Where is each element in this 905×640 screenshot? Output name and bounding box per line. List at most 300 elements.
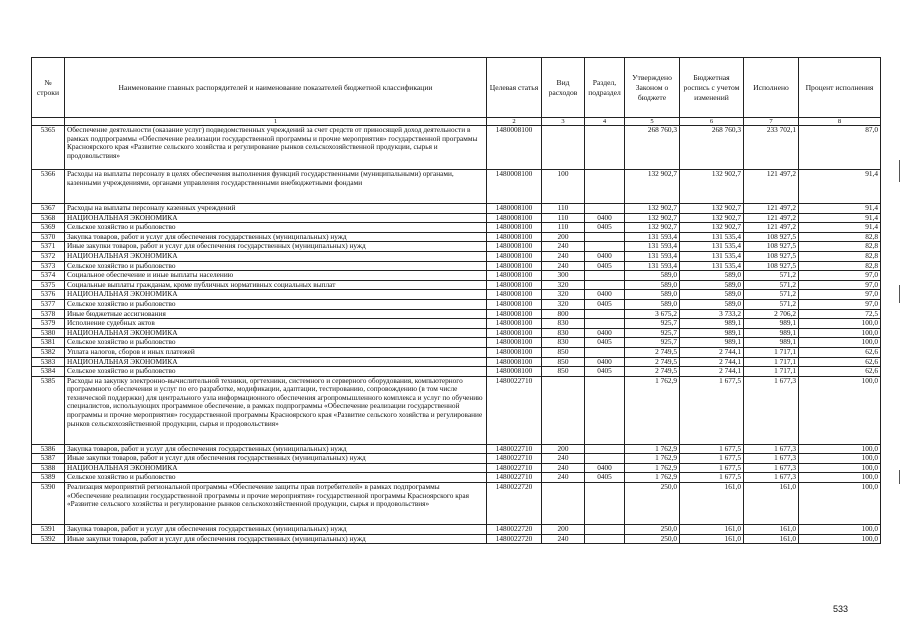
row-execution-percent: 87,0 [799, 126, 881, 170]
row-name: Расходы на выплаты персоналу в целях обеспечения выполнения функций государственными (муниципальными) органами, казенными учреждениями, органами управления государственными внебюджетными фондами [65, 170, 487, 204]
row-budget-schedule: 161,0 [680, 534, 744, 544]
column-number: 3 [542, 118, 585, 126]
row-number: 5384 [32, 367, 65, 377]
row-budget-schedule: 161,0 [680, 525, 744, 535]
row-execution-percent: 62,6 [799, 357, 881, 367]
row-section [585, 347, 625, 357]
row-approved: 1 762,9 [625, 473, 680, 483]
row-budget-schedule: 2 744,1 [680, 367, 744, 377]
row-executed: 161,0 [744, 525, 799, 535]
row-number: 5387 [32, 454, 65, 464]
row-budget-schedule: 1 677,5 [680, 376, 744, 444]
row-budget-schedule: 589,0 [680, 299, 744, 309]
row-budget-schedule: 589,0 [680, 271, 744, 281]
row-budget-schedule: 589,0 [680, 280, 744, 290]
column-number: 4 [585, 118, 625, 126]
row-budget-schedule: 1 677,5 [680, 454, 744, 464]
row-executed: 989,1 [744, 338, 799, 348]
row-expense-type: 200 [542, 444, 585, 454]
row-section [585, 170, 625, 204]
row-name: Иные закупки товаров, работ и услуг для обеспечения государственных (муниципальных) нужд [65, 534, 487, 544]
table-row [32, 309, 881, 319]
row-budget-schedule: 132 902,7 [680, 213, 744, 223]
row-expense-type: 240 [542, 454, 585, 464]
row-execution-percent: 62,6 [799, 347, 881, 357]
row-approved: 589,0 [625, 280, 680, 290]
scan-edge-mark [899, 160, 900, 182]
row-target-article: 1480022710 [487, 463, 542, 473]
table-row [32, 299, 881, 309]
row-target-article: 1480022710 [487, 473, 542, 483]
row-approved: 1 762,9 [625, 463, 680, 473]
row-section [585, 204, 625, 214]
table-row [32, 242, 881, 252]
row-execution-percent: 100,0 [799, 376, 881, 444]
row-executed: 2 706,2 [744, 309, 799, 319]
row-expense-type: 100 [542, 170, 585, 204]
row-section [585, 232, 625, 242]
row-name: Закупка товаров, работ и услуг для обеспечения государственных (муниципальных) нужд [65, 232, 487, 242]
row-expense-type: 200 [542, 525, 585, 535]
row-expense-type: 240 [542, 473, 585, 483]
row-execution-percent: 100,0 [799, 328, 881, 338]
row-number: 5385 [32, 376, 65, 444]
row-executed: 571,2 [744, 280, 799, 290]
row-approved: 589,0 [625, 290, 680, 300]
row-number: 5378 [32, 309, 65, 319]
row-approved: 589,0 [625, 299, 680, 309]
row-executed: 121 497,2 [744, 223, 799, 233]
row-approved: 250,0 [625, 534, 680, 544]
row-target-article: 1480022710 [487, 376, 542, 444]
row-section [585, 525, 625, 535]
row-execution-percent: 91,4 [799, 223, 881, 233]
row-execution-percent: 62,6 [799, 367, 881, 377]
row-section: 0400 [585, 463, 625, 473]
row-number: 5369 [32, 223, 65, 233]
row-execution-percent: 100,0 [799, 319, 881, 329]
row-number: 5383 [32, 357, 65, 367]
table-row [32, 376, 881, 444]
row-executed: 161,0 [744, 534, 799, 544]
column-number [32, 118, 65, 126]
row-execution-percent: 97,0 [799, 290, 881, 300]
row-executed: 108 927,5 [744, 232, 799, 242]
row-expense-type: 320 [542, 280, 585, 290]
row-name: Иные бюджетные ассигнования [65, 309, 487, 319]
row-executed: 571,2 [744, 299, 799, 309]
row-executed: 1 717,1 [744, 367, 799, 377]
row-approved: 250,0 [625, 483, 680, 525]
row-name: Закупка товаров, работ и услуг для обеспечения государственных (муниципальных) нужд [65, 525, 487, 535]
row-name: Закупка товаров, работ и услуг для обеспечения государственных (муниципальных) нужд [65, 444, 487, 454]
row-section: 0400 [585, 213, 625, 223]
row-section [585, 376, 625, 444]
row-section [585, 242, 625, 252]
row-section [585, 454, 625, 464]
table-row [32, 319, 881, 329]
row-number: 5382 [32, 347, 65, 357]
row-budget-schedule: 2 744,1 [680, 357, 744, 367]
row-approved: 1 762,9 [625, 454, 680, 464]
row-executed: 1 677,3 [744, 376, 799, 444]
row-number: 5366 [32, 170, 65, 204]
row-execution-percent: 82,8 [799, 242, 881, 252]
row-number: 5372 [32, 251, 65, 261]
table-row [32, 261, 881, 271]
table-row [32, 338, 881, 348]
row-target-article: 1480008100 [487, 367, 542, 377]
table-row [32, 280, 881, 290]
row-approved: 250,0 [625, 525, 680, 535]
row-executed: 108 927,5 [744, 242, 799, 252]
row-number: 5379 [32, 319, 65, 329]
row-execution-percent: 100,0 [799, 534, 881, 544]
column-number: 6 [680, 118, 744, 126]
row-budget-schedule: 131 535,4 [680, 242, 744, 252]
row-expense-type: 110 [542, 204, 585, 214]
row-execution-percent: 91,4 [799, 213, 881, 223]
row-name: Социальные выплаты гражданам, кроме публичных нормативных социальных выплат [65, 280, 487, 290]
table-row [32, 454, 881, 464]
table-row [32, 271, 881, 281]
row-executed: 233 702,1 [744, 126, 799, 170]
row-target-article: 1480008100 [487, 204, 542, 214]
row-target-article: 1480008100 [487, 170, 542, 204]
column-number: 8 [799, 118, 881, 126]
row-target-article: 1480008100 [487, 126, 542, 170]
row-target-article: 1480022710 [487, 454, 542, 464]
row-name: Уплата налогов, сборов и иных платежей [65, 347, 487, 357]
table-row [32, 251, 881, 261]
row-execution-percent: 100,0 [799, 444, 881, 454]
row-execution-percent: 100,0 [799, 483, 881, 525]
row-budget-schedule: 268 760,3 [680, 126, 744, 170]
row-expense-type: 850 [542, 357, 585, 367]
row-executed: 121 497,2 [744, 170, 799, 204]
row-approved: 132 902,7 [625, 213, 680, 223]
row-executed: 571,2 [744, 290, 799, 300]
row-approved: 2 749,5 [625, 347, 680, 357]
row-budget-schedule: 132 902,7 [680, 170, 744, 204]
row-target-article: 1480008100 [487, 347, 542, 357]
header-section: Раздел, подраздел [585, 58, 625, 118]
row-number: 5380 [32, 328, 65, 338]
row-expense-type: 240 [542, 261, 585, 271]
row-executed: 1 677,3 [744, 454, 799, 464]
header-execution-percent: Процент исполнения [799, 58, 881, 118]
row-execution-percent: 91,4 [799, 170, 881, 204]
row-expense-type: 240 [542, 242, 585, 252]
row-section [585, 126, 625, 170]
row-section [585, 534, 625, 544]
row-number: 5376 [32, 290, 65, 300]
table-row [32, 444, 881, 454]
table-body [32, 126, 881, 544]
row-budget-schedule: 131 535,4 [680, 232, 744, 242]
row-section: 0400 [585, 328, 625, 338]
row-execution-percent: 82,8 [799, 261, 881, 271]
row-expense-type: 240 [542, 463, 585, 473]
row-expense-type: 240 [542, 534, 585, 544]
row-section [585, 444, 625, 454]
table-row [32, 223, 881, 233]
row-approved: 131 593,4 [625, 251, 680, 261]
row-section: 0405 [585, 338, 625, 348]
scan-edge-mark [899, 285, 900, 303]
row-target-article: 1480008100 [487, 271, 542, 281]
row-executed: 121 497,2 [744, 213, 799, 223]
row-name: Обеспечение деятельности (оказание услуг) подведомственных учреждений за счет средств от приносящей доход деятельности в рамках подпрограммы «Обеспечение реализации государственной программы и прочие мероприятия» государственной программы Красноярского края «Развитие сельского хозяйства и регулирование рынков сельскохозяйственной продукции, сырья и продовольствия» [65, 126, 487, 170]
row-target-article: 1480008100 [487, 338, 542, 348]
row-section: 0405 [585, 473, 625, 483]
row-approved: 1 762,9 [625, 376, 680, 444]
row-approved: 925,7 [625, 338, 680, 348]
row-executed: 1 677,3 [744, 463, 799, 473]
row-executed: 989,1 [744, 319, 799, 329]
row-approved: 925,7 [625, 328, 680, 338]
row-name: НАЦИОНАЛЬНАЯ ЭКОНОМИКА [65, 290, 487, 300]
row-expense-type [542, 126, 585, 170]
row-section: 0400 [585, 290, 625, 300]
row-section: 0405 [585, 223, 625, 233]
row-execution-percent: 100,0 [799, 525, 881, 535]
row-target-article: 1480022720 [487, 525, 542, 535]
row-target-article: 1480008100 [487, 223, 542, 233]
row-name: Расходы на закупку электронно-вычислительной техники, оргтехники, системного и серверного оборудования, компьютерного программного обеспечения и услуг по его разработке, модификации, адаптации, тестированию, сопровождению (в том числе технической поддержки) для центрального узла информационного обеспечения агропромышленного комплекса и услуг по обучению специалистов, использующих программное обеспечение, в рамках подпрограммы «Обеспечение реализации государственной программы и прочие мероприятия» государственной программы Красноярского края «Развитие сельского хозяйства и регулирование рынков сельскохозяйственной продукции, сырья и продовольствия» [65, 376, 487, 444]
row-number: 5386 [32, 444, 65, 454]
row-number: 5389 [32, 473, 65, 483]
row-approved: 2 749,5 [625, 367, 680, 377]
row-target-article: 1480022720 [487, 534, 542, 544]
header-approved: Утверждено Законом о бюджете [625, 58, 680, 118]
row-execution-percent: 91,4 [799, 204, 881, 214]
row-executed: 1 677,3 [744, 444, 799, 454]
row-budget-schedule: 161,0 [680, 483, 744, 525]
row-section: 0400 [585, 357, 625, 367]
row-expense-type: 200 [542, 232, 585, 242]
row-name: НАЦИОНАЛЬНАЯ ЭКОНОМИКА [65, 251, 487, 261]
row-number: 5381 [32, 338, 65, 348]
row-budget-schedule: 989,1 [680, 338, 744, 348]
row-approved: 132 902,7 [625, 223, 680, 233]
row-budget-schedule: 2 744,1 [680, 347, 744, 357]
row-name: Социальное обеспечение и иные выплаты населению [65, 271, 487, 281]
table-row [32, 463, 881, 473]
column-number: 7 [744, 118, 799, 126]
header-expense-type: Вид расходов [542, 58, 585, 118]
header-row-number: № строки [32, 58, 65, 118]
row-approved: 925,7 [625, 319, 680, 329]
row-target-article: 1480008100 [487, 328, 542, 338]
row-approved: 132 902,7 [625, 170, 680, 204]
row-execution-percent: 100,0 [799, 338, 881, 348]
row-expense-type: 800 [542, 309, 585, 319]
row-budget-schedule: 589,0 [680, 290, 744, 300]
table-row [32, 213, 881, 223]
row-expense-type: 830 [542, 319, 585, 329]
row-budget-schedule: 1 677,5 [680, 463, 744, 473]
row-expense-type: 240 [542, 251, 585, 261]
scan-edge-mark [899, 470, 900, 484]
table-row [32, 534, 881, 544]
row-target-article: 1480022710 [487, 444, 542, 454]
page-number: 533 [832, 604, 848, 614]
row-number: 5365 [32, 126, 65, 170]
row-budget-schedule: 132 902,7 [680, 223, 744, 233]
table-row [32, 126, 881, 170]
column-number: 5 [625, 118, 680, 126]
table-row [32, 483, 881, 525]
header-budget-schedule: Бюджетная роспись с учетом изменений [680, 58, 744, 118]
row-execution-percent: 100,0 [799, 473, 881, 483]
row-approved: 268 760,3 [625, 126, 680, 170]
row-target-article: 1480008100 [487, 242, 542, 252]
row-number: 5373 [32, 261, 65, 271]
row-number: 5390 [32, 483, 65, 525]
row-execution-percent: 72,5 [799, 309, 881, 319]
row-section [585, 271, 625, 281]
row-expense-type: 850 [542, 367, 585, 377]
row-budget-schedule: 131 535,4 [680, 251, 744, 261]
row-execution-percent: 97,0 [799, 299, 881, 309]
row-expense-type: 320 [542, 290, 585, 300]
table-row [32, 473, 881, 483]
row-section: 0405 [585, 299, 625, 309]
row-execution-percent: 97,0 [799, 280, 881, 290]
row-expense-type: 300 [542, 271, 585, 281]
table-row [32, 347, 881, 357]
row-name: НАЦИОНАЛЬНАЯ ЭКОНОМИКА [65, 357, 487, 367]
row-budget-schedule: 3 733,2 [680, 309, 744, 319]
row-approved: 131 593,4 [625, 261, 680, 271]
row-name: Сельское хозяйство и рыболовство [65, 338, 487, 348]
row-target-article: 1480008100 [487, 309, 542, 319]
row-name: Сельское хозяйство и рыболовство [65, 299, 487, 309]
row-section [585, 483, 625, 525]
table-row [32, 525, 881, 535]
row-section [585, 319, 625, 329]
row-executed: 571,2 [744, 271, 799, 281]
row-name: НАЦИОНАЛЬНАЯ ЭКОНОМИКА [65, 213, 487, 223]
row-section: 0405 [585, 367, 625, 377]
header-executed: Исполнено [744, 58, 799, 118]
row-approved: 589,0 [625, 271, 680, 281]
row-budget-schedule: 131 535,4 [680, 261, 744, 271]
row-approved: 131 593,4 [625, 232, 680, 242]
row-target-article: 1480008100 [487, 251, 542, 261]
row-name: Сельское хозяйство и рыболовство [65, 473, 487, 483]
row-executed: 1 717,1 [744, 347, 799, 357]
row-target-article: 1480008100 [487, 213, 542, 223]
row-number: 5392 [32, 534, 65, 544]
table-row [32, 170, 881, 204]
column-number-row [32, 118, 881, 126]
row-budget-schedule: 132 902,7 [680, 204, 744, 214]
row-target-article: 1480022720 [487, 483, 542, 525]
row-section [585, 309, 625, 319]
table-row [32, 204, 881, 214]
column-number: 2 [487, 118, 542, 126]
row-executed: 989,1 [744, 328, 799, 338]
table-row [32, 290, 881, 300]
row-name: Сельское хозяйство и рыболовство [65, 261, 487, 271]
row-expense-type: 850 [542, 347, 585, 357]
row-execution-percent: 82,8 [799, 232, 881, 242]
row-name: Сельское хозяйство и рыболовство [65, 223, 487, 233]
row-budget-schedule: 989,1 [680, 319, 744, 329]
row-name: Иные закупки товаров, работ и услуг для обеспечения государственных (муниципальных) нужд [65, 242, 487, 252]
row-name: НАЦИОНАЛЬНАЯ ЭКОНОМИКА [65, 463, 487, 473]
row-number: 5370 [32, 232, 65, 242]
row-target-article: 1480008100 [487, 280, 542, 290]
row-name: Иные закупки товаров, работ и услуг для обеспечения государственных (муниципальных) нужд [65, 454, 487, 464]
row-expense-type [542, 376, 585, 444]
row-section: 0400 [585, 251, 625, 261]
row-executed: 108 927,5 [744, 261, 799, 271]
row-target-article: 1480008100 [487, 232, 542, 242]
row-target-article: 1480008100 [487, 299, 542, 309]
table-row [32, 328, 881, 338]
row-section: 0405 [585, 261, 625, 271]
row-executed: 1 717,1 [744, 357, 799, 367]
table-row [32, 357, 881, 367]
row-number: 5367 [32, 204, 65, 214]
row-approved: 1 762,9 [625, 444, 680, 454]
row-expense-type: 830 [542, 338, 585, 348]
row-approved: 131 593,4 [625, 242, 680, 252]
row-budget-schedule: 1 677,5 [680, 473, 744, 483]
row-execution-percent: 100,0 [799, 463, 881, 473]
budget-execution-table [31, 57, 881, 544]
row-target-article: 1480008100 [487, 319, 542, 329]
row-expense-type: 110 [542, 223, 585, 233]
header-target-article: Целевая статья [487, 58, 542, 118]
row-expense-type [542, 483, 585, 525]
row-name: Исполнение судебных актов [65, 319, 487, 329]
row-approved: 2 749,5 [625, 357, 680, 367]
row-executed: 121 497,2 [744, 204, 799, 214]
row-number: 5375 [32, 280, 65, 290]
row-budget-schedule: 989,1 [680, 328, 744, 338]
header-row [32, 58, 881, 118]
table-row [32, 367, 881, 377]
row-approved: 3 675,2 [625, 309, 680, 319]
row-number: 5371 [32, 242, 65, 252]
header-name: Наименование главных распорядителей и наименование показателей бюджетной классификации [65, 58, 487, 118]
row-execution-percent: 97,0 [799, 271, 881, 281]
column-number: 1 [65, 118, 487, 126]
row-name: Реализация мероприятий региональной программы «Обеспечение защиты прав потребителей» в рамках подпрограммы «Обеспечение реализации государственной программы и прочие мероприятия» государственной программы Красноярского края «Развитие сельского хозяйства и регулирование рынков сельскохозяйственной продукции, сырья и продовольствия» [65, 483, 487, 525]
row-name: НАЦИОНАЛЬНАЯ ЭКОНОМИКА [65, 328, 487, 338]
row-section [585, 280, 625, 290]
row-number: 5388 [32, 463, 65, 473]
row-execution-percent: 82,8 [799, 251, 881, 261]
row-target-article: 1480008100 [487, 290, 542, 300]
row-approved: 132 902,7 [625, 204, 680, 214]
row-executed: 1 677,3 [744, 473, 799, 483]
row-number: 5377 [32, 299, 65, 309]
row-executed: 108 927,5 [744, 251, 799, 261]
row-number: 5391 [32, 525, 65, 535]
row-name: Расходы на выплаты персоналу казенных учреждений [65, 204, 487, 214]
row-number: 5374 [32, 271, 65, 281]
table-row [32, 232, 881, 242]
row-executed: 161,0 [744, 483, 799, 525]
row-number: 5368 [32, 213, 65, 223]
row-target-article: 1480008100 [487, 261, 542, 271]
row-target-article: 1480008100 [487, 357, 542, 367]
